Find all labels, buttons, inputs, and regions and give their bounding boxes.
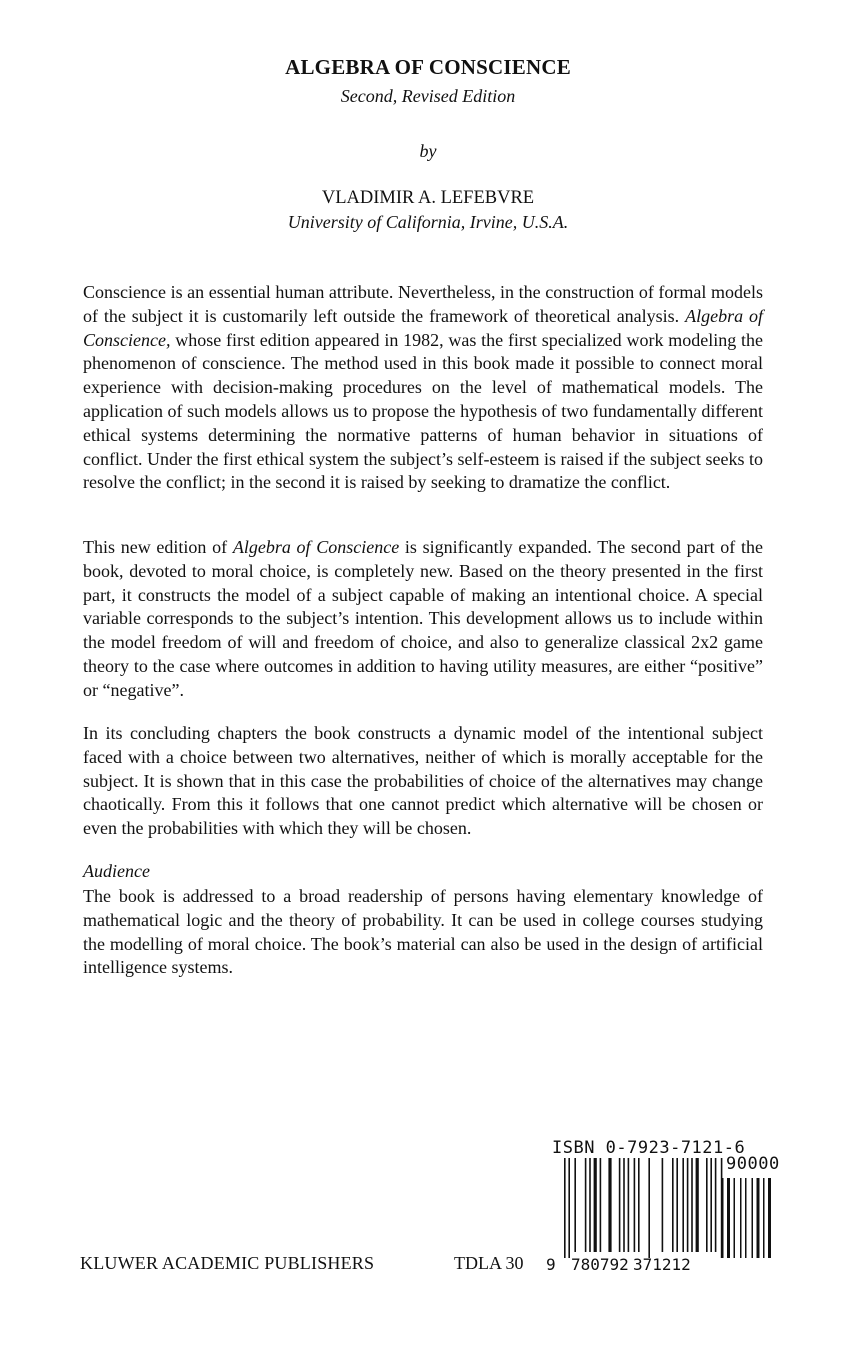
barcode-bar: [594, 1158, 597, 1252]
barcode-bar: [619, 1158, 621, 1252]
barcode-bar: [574, 1158, 576, 1252]
isbn-barcode: [546, 1138, 796, 1278]
description-paragraph-1: [83, 281, 763, 495]
barcode-bar: [628, 1158, 630, 1252]
barcode-addon-bar: [722, 1178, 724, 1258]
barcode-bar: [638, 1158, 640, 1252]
book-title: ALGEBRA OF CONSCIENCE: [285, 55, 571, 79]
barcode-bar: [682, 1158, 684, 1252]
barcode-bar: [648, 1158, 650, 1258]
barcode-bar: [634, 1158, 636, 1252]
barcode-bar: [672, 1158, 674, 1252]
p1-text-b: whose first edition appeared in 1982, was the first specialized work modeling the phenomenon of conscience. The method used in this book made it possible to connect moral experience with decision-making procedures on the level of mathematical models. The application of such models allows us to propose the hypothesis of two fundamentally different ethical systems determining the normative patterns of human behavior in situations of conflict. Under the first ethical system the subject’s self-esteem is raised if the subject seeks to resolve the conflict; in the second it is raised by seeking to dramatize the conflict.: [83, 329, 763, 493]
barcode-bar: [687, 1158, 689, 1252]
author-name: VLADIMIR A. LEFEBVRE: [321, 188, 535, 208]
barcode-bar: [715, 1158, 717, 1252]
barcode-addon-bar: [740, 1178, 742, 1258]
p1-book-title: Algebra of Conscience,: [83, 305, 763, 350]
barcode-addon-bar: [757, 1178, 760, 1258]
audience-heading: Audience: [83, 861, 150, 881]
p1-text-a: Conscience is an essential human attribute. Nevertheless, in the construction of formal models of the subject it is customarily left outside the framework of theoretical analysis.: [83, 282, 763, 326]
barcode-addon-bar: [752, 1178, 754, 1258]
barcode-addon-bar: [745, 1178, 747, 1258]
barcode-right-digits: 371212: [633, 1255, 691, 1274]
barcode-bar: [691, 1158, 693, 1252]
barcode-bar: [710, 1158, 712, 1252]
barcode-bar: [585, 1158, 587, 1252]
price-code: 90000: [726, 1154, 780, 1174]
barcode-first-digit: 9: [546, 1255, 556, 1274]
barcode-bar: [623, 1158, 625, 1252]
by-line: by: [419, 141, 437, 161]
p2-text-a: This new edition of: [83, 537, 233, 557]
barcode-bars-icon: [562, 1158, 792, 1258]
barcode-left-digits: 780792: [571, 1255, 629, 1274]
isbn-label: ISBN 0-7923-7121-6: [552, 1138, 746, 1158]
barcode-bar: [600, 1158, 602, 1252]
barcode-bar: [696, 1158, 699, 1252]
barcode-addon-bar: [763, 1178, 765, 1258]
p2-book-title: Algebra of Conscience: [232, 537, 400, 557]
barcode-bar: [564, 1158, 566, 1258]
edition-subtitle: Second, Revised Edition: [340, 86, 516, 106]
publisher-name: KLUWER ACADEMIC PUBLISHERS: [80, 1253, 375, 1273]
series-code: TDLA 30: [454, 1253, 524, 1273]
barcode-bar: [706, 1158, 708, 1252]
barcode-bar: [589, 1158, 591, 1252]
barcode-bar: [568, 1158, 570, 1258]
author-affiliation: University of California, Irvine, U.S.A.: [287, 212, 569, 232]
barcode-bar: [608, 1158, 611, 1252]
p3-text: In its concluding chapters the book constructs a dynamic model of the intentional subject faced with a choice between two alternatives, neither of which is morally acceptable for the subject. It is shown that in this case the probabilities of choice of the alternatives may change chaotically. From this it follows that one cannot predict which alternative will be chosen or even the probabilities with which they will be chosen.: [83, 723, 763, 839]
audience-paragraph: [83, 885, 763, 980]
description-paragraph-3: [83, 722, 763, 841]
barcode-bar: [676, 1158, 678, 1252]
barcode-addon-bar: [768, 1178, 771, 1258]
barcode-addon-bar: [727, 1178, 730, 1258]
p4-text: The book is addressed to a broad readership of persons having elementary knowledge of mathematical logic and the theory of probability. It can be used in college courses studying the modelling of moral choice. The book’s material can also be used in the design of artificial intelligence systems.: [83, 886, 763, 978]
barcode-addon-bar: [734, 1178, 736, 1258]
description-paragraph-2: [83, 536, 763, 703]
barcode-bar: [662, 1158, 664, 1252]
p2-text-b: is significantly expanded. The second part of the book, devoted to moral choice, is completely new. Based on the theory presented in the first part, it constructs the model of a subject capable of making an intentional choice. A special variable corresponds to the subject’s intention. This development allows us to include within the model freedom of will and freedom of choice, and also to generalize classical 2x2 game theory to the case where outcomes in addition to having utility measures, are either “positive” or “negative”.: [83, 537, 763, 700]
